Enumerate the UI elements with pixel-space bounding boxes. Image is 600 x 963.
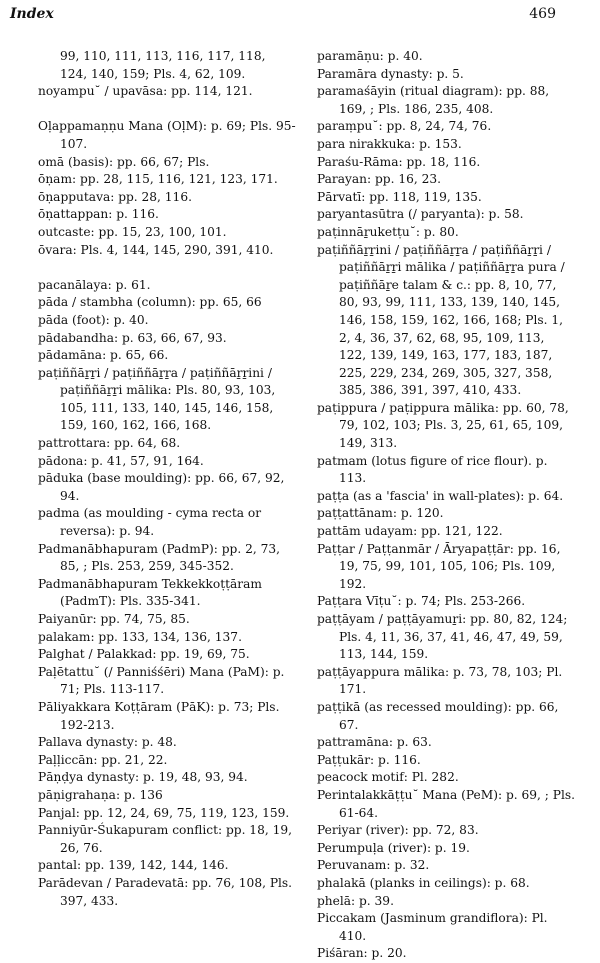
index-entry: outcaste: pp. 15, 23, 100, 101. — [38, 224, 227, 239]
index-entry: Paramāra dynasty: p. 5. — [317, 66, 464, 81]
running-head — [0, 0, 600, 28]
index-entry: paṭippura / paṭippura mālika: pp. 60, 78, 79, 102, 103; Pls. 3, 25, 61, 65, 109, 149, 313. — [317, 400, 569, 451]
index-entry: pādamāna: p. 65, 66. — [38, 348, 169, 363]
index-entry: paṭṭattānam: p. 120. — [317, 506, 444, 521]
index-entry: paṭṭāyappura mālika: p. 73, 78, 103; Pl. 171. — [317, 664, 563, 697]
index-entry: ōṇam: pp. 28, 115, 116, 121, 123, 171. — [38, 172, 278, 187]
index-entry: Paiyanūr: pp. 74, 75, 85. — [38, 612, 190, 626]
index-entry: paraṃpu˘: pp. 8, 24, 74, 76. — [317, 119, 492, 134]
index-entry: pattrottara: pp. 64, 68. — [38, 436, 181, 451]
index-entry: ōvara: Pls. 4, 144, 145, 290, 391, 410. — [38, 242, 274, 257]
index-entry: paṭṭikā (as recessed moulding): pp. 66, 67. — [317, 699, 559, 732]
index-entry: ōṇapputava: pp. 28, 116. — [38, 189, 192, 204]
index-entry: paṭṭāyam / paṭṭāyamuṟi: pp. 80, 82, 124; Pls. 4, 11, 36, 37, 41, 46, 47, 49, 59, 113, 144, 159. — [317, 612, 568, 662]
index-entry: Paṭṭara Vīṭu˘: p. 74; Pls. 253-266. — [317, 594, 526, 609]
index-entry: paṭiññāṟṟi / paṭiññāṟṟa / paṭiññāṟṟini / paṭiññāṟṟi mālika: Pls. 80, 93, 103, 105, 111, 133, 140, 145, 146, 158, 159, 160, 162, 166, 168. — [38, 365, 276, 433]
index-entry: Paṭṭukār: p. 116. — [317, 752, 421, 767]
index-entry: Paṭṭar / Paṭṭanmār / Āryapaṭṭār: pp. 16, 19, 75, 99, 101, 105, 106; Pls. 109, 192. — [317, 541, 561, 591]
index-entry: paramaśāyin (ritual diagram): pp. 88, 169, ; Pls. 186, 235, 408. — [317, 84, 550, 116]
index-entry: Parayan: pp. 16, 23. — [317, 172, 441, 187]
index-entry: Panjal: pp. 12, 24, 69, 75, 119, 123, 159. — [38, 805, 290, 820]
index-entry: pacanālaya: p. 61. — [38, 277, 151, 292]
index-entry: Padmanābhapuram (PadmP): pp. 2, 73, 85, ; Pls. 253, 259, 345-352. — [38, 541, 280, 574]
index-entry: pāda / stambha (column): pp. 65, 66 — [38, 295, 262, 310]
index-entry: pādabandha: p. 63, 66, 67, 93. — [38, 330, 227, 345]
index-entry: omā (basis): pp. 66, 67; Pls. — [38, 154, 210, 169]
index-column-left — [38, 48, 296, 910]
index-entry: pāṇigrahaṇa: p. 136 — [38, 787, 163, 802]
index-entry: peacock motif: Pl. 282. — [317, 770, 459, 785]
index-entry: ōṇattappan: p. 116. — [38, 207, 159, 222]
section-gap — [38, 259, 296, 277]
index-entry: phelā: p. 39. — [317, 893, 394, 908]
index-entry: palakam: pp. 133, 134, 136, 137. — [38, 629, 242, 644]
index-entry: Periyar (river): pp. 72, 83. — [317, 823, 479, 838]
index-entry: Pāliyakkara Koṭṭāram (PāK): p. 73; Pls. 192-213. — [38, 699, 280, 732]
index-entry: pādona: p. 41, 57, 91, 164. — [38, 453, 204, 468]
index-entry: pāda (foot): p. 40. — [38, 312, 149, 327]
index-entry: Parādevan / Paradevatā: pp. 76, 108, Pls. 397, 433. — [38, 875, 293, 908]
index-entry: paṭiññāṟṟini / paṭiññāṟṟa / paṭiññāṟṟi / paṭiññāṟṟi mālika / paṭiññāṟṟa pura / paṭiññāṟe talam & c.: pp. 8, 10, 77, 80, 93, 99, 111, 133, 139, 140, 145, 146, 158, 159, 162, 166, 168; Pls. 1, 2, 4, 36, 37, 62, 68, 95, 109, 113, 122, 139, 149, 163, 177, 183, 187, 225, 229, 234, 269, 305, 327, 358, 385, 386, 391, 397, 410, 433. — [317, 242, 565, 398]
index-entry: Pāṇḍya dynasty: p. 19, 48, 93, 94. — [38, 770, 248, 785]
index-entry: patmam (lotus figure of rice flour). p. 113. — [317, 453, 548, 486]
index-entry: pāduka (base moulding): pp. 66, 67, 92, 94. — [38, 471, 285, 503]
index-entry: pattām udayam: pp. 121, 122. — [317, 524, 503, 539]
index-entry: pattramāna: p. 63. — [317, 735, 432, 750]
index-entry: noyampu˘ / upavāsa: pp. 114, 121. — [38, 84, 253, 99]
index-entry: Piśāran: p. 20. — [317, 946, 407, 961]
page-number: 469 — [529, 6, 556, 22]
index-column-right — [317, 48, 575, 963]
index-entry: padma (as moulding - cyma recta or reversa): p. 94. — [38, 506, 262, 539]
index-entry: paryantasūtra (/ paryanta): p. 58. — [317, 207, 524, 222]
index-entry: Padmanābhapuram Tekkekkoṭṭāram (PadmT): Pls. 335-341. — [38, 576, 262, 609]
index-entry: paṭinnāṟuketṭu˘: p. 80. — [317, 224, 459, 239]
index-entry: Piccakam (Jasminum grandiflora): Pl. 410. — [317, 911, 548, 943]
index-entry: Palghat / Palakkad: pp. 19, 69, 75. — [38, 647, 250, 662]
index-entry: Perintalakkāṭṭu˘ Mana (PeM): p. 69, ; Pls. 61-64. — [317, 787, 575, 820]
index-entry: Peruvanam: p. 32. — [317, 858, 430, 873]
index-entry: paramāṇu: p. 40. — [317, 49, 423, 63]
index-entry: Paḷḷiccān: pp. 21, 22. — [38, 752, 168, 767]
index-entry: Oḷappamaṇṇu Mana (OḷM): p. 69; Pls. 95-107. — [38, 119, 296, 151]
index-entry: Perumpuḷa (river): p. 19. — [317, 840, 470, 855]
page-title: Index — [10, 6, 54, 22]
index-entry: 99, 110, 111, 113, 116, 117, 118, 124, 140, 159; Pls. 4, 62, 109. — [60, 49, 266, 81]
section-gap — [38, 101, 296, 119]
index-entry: Paḷētattu˘ (/ Panniśśēri) Mana (PaM): p. 71; Pls. 113-117. — [38, 664, 285, 697]
index-entry: para nirakkuka: p. 153. — [317, 136, 462, 151]
index-entry: Pallava dynasty: p. 48. — [38, 735, 177, 750]
index-entry: Panniyūr-Śukapuram conflict: pp. 18, 19, 26, 76. — [38, 823, 292, 855]
index-entry: Paraśu-Rāma: pp. 18, 116. — [317, 154, 481, 169]
index-entry: Pārvatī: pp. 118, 119, 135. — [317, 189, 482, 204]
index-entry: pantal: pp. 139, 142, 144, 146. — [38, 858, 229, 873]
index-entry: phalakā (planks in ceilings): p. 68. — [317, 875, 530, 890]
index-entry: paṭṭa (as a 'fascia' in wall-plates): p. 64. — [317, 488, 564, 503]
